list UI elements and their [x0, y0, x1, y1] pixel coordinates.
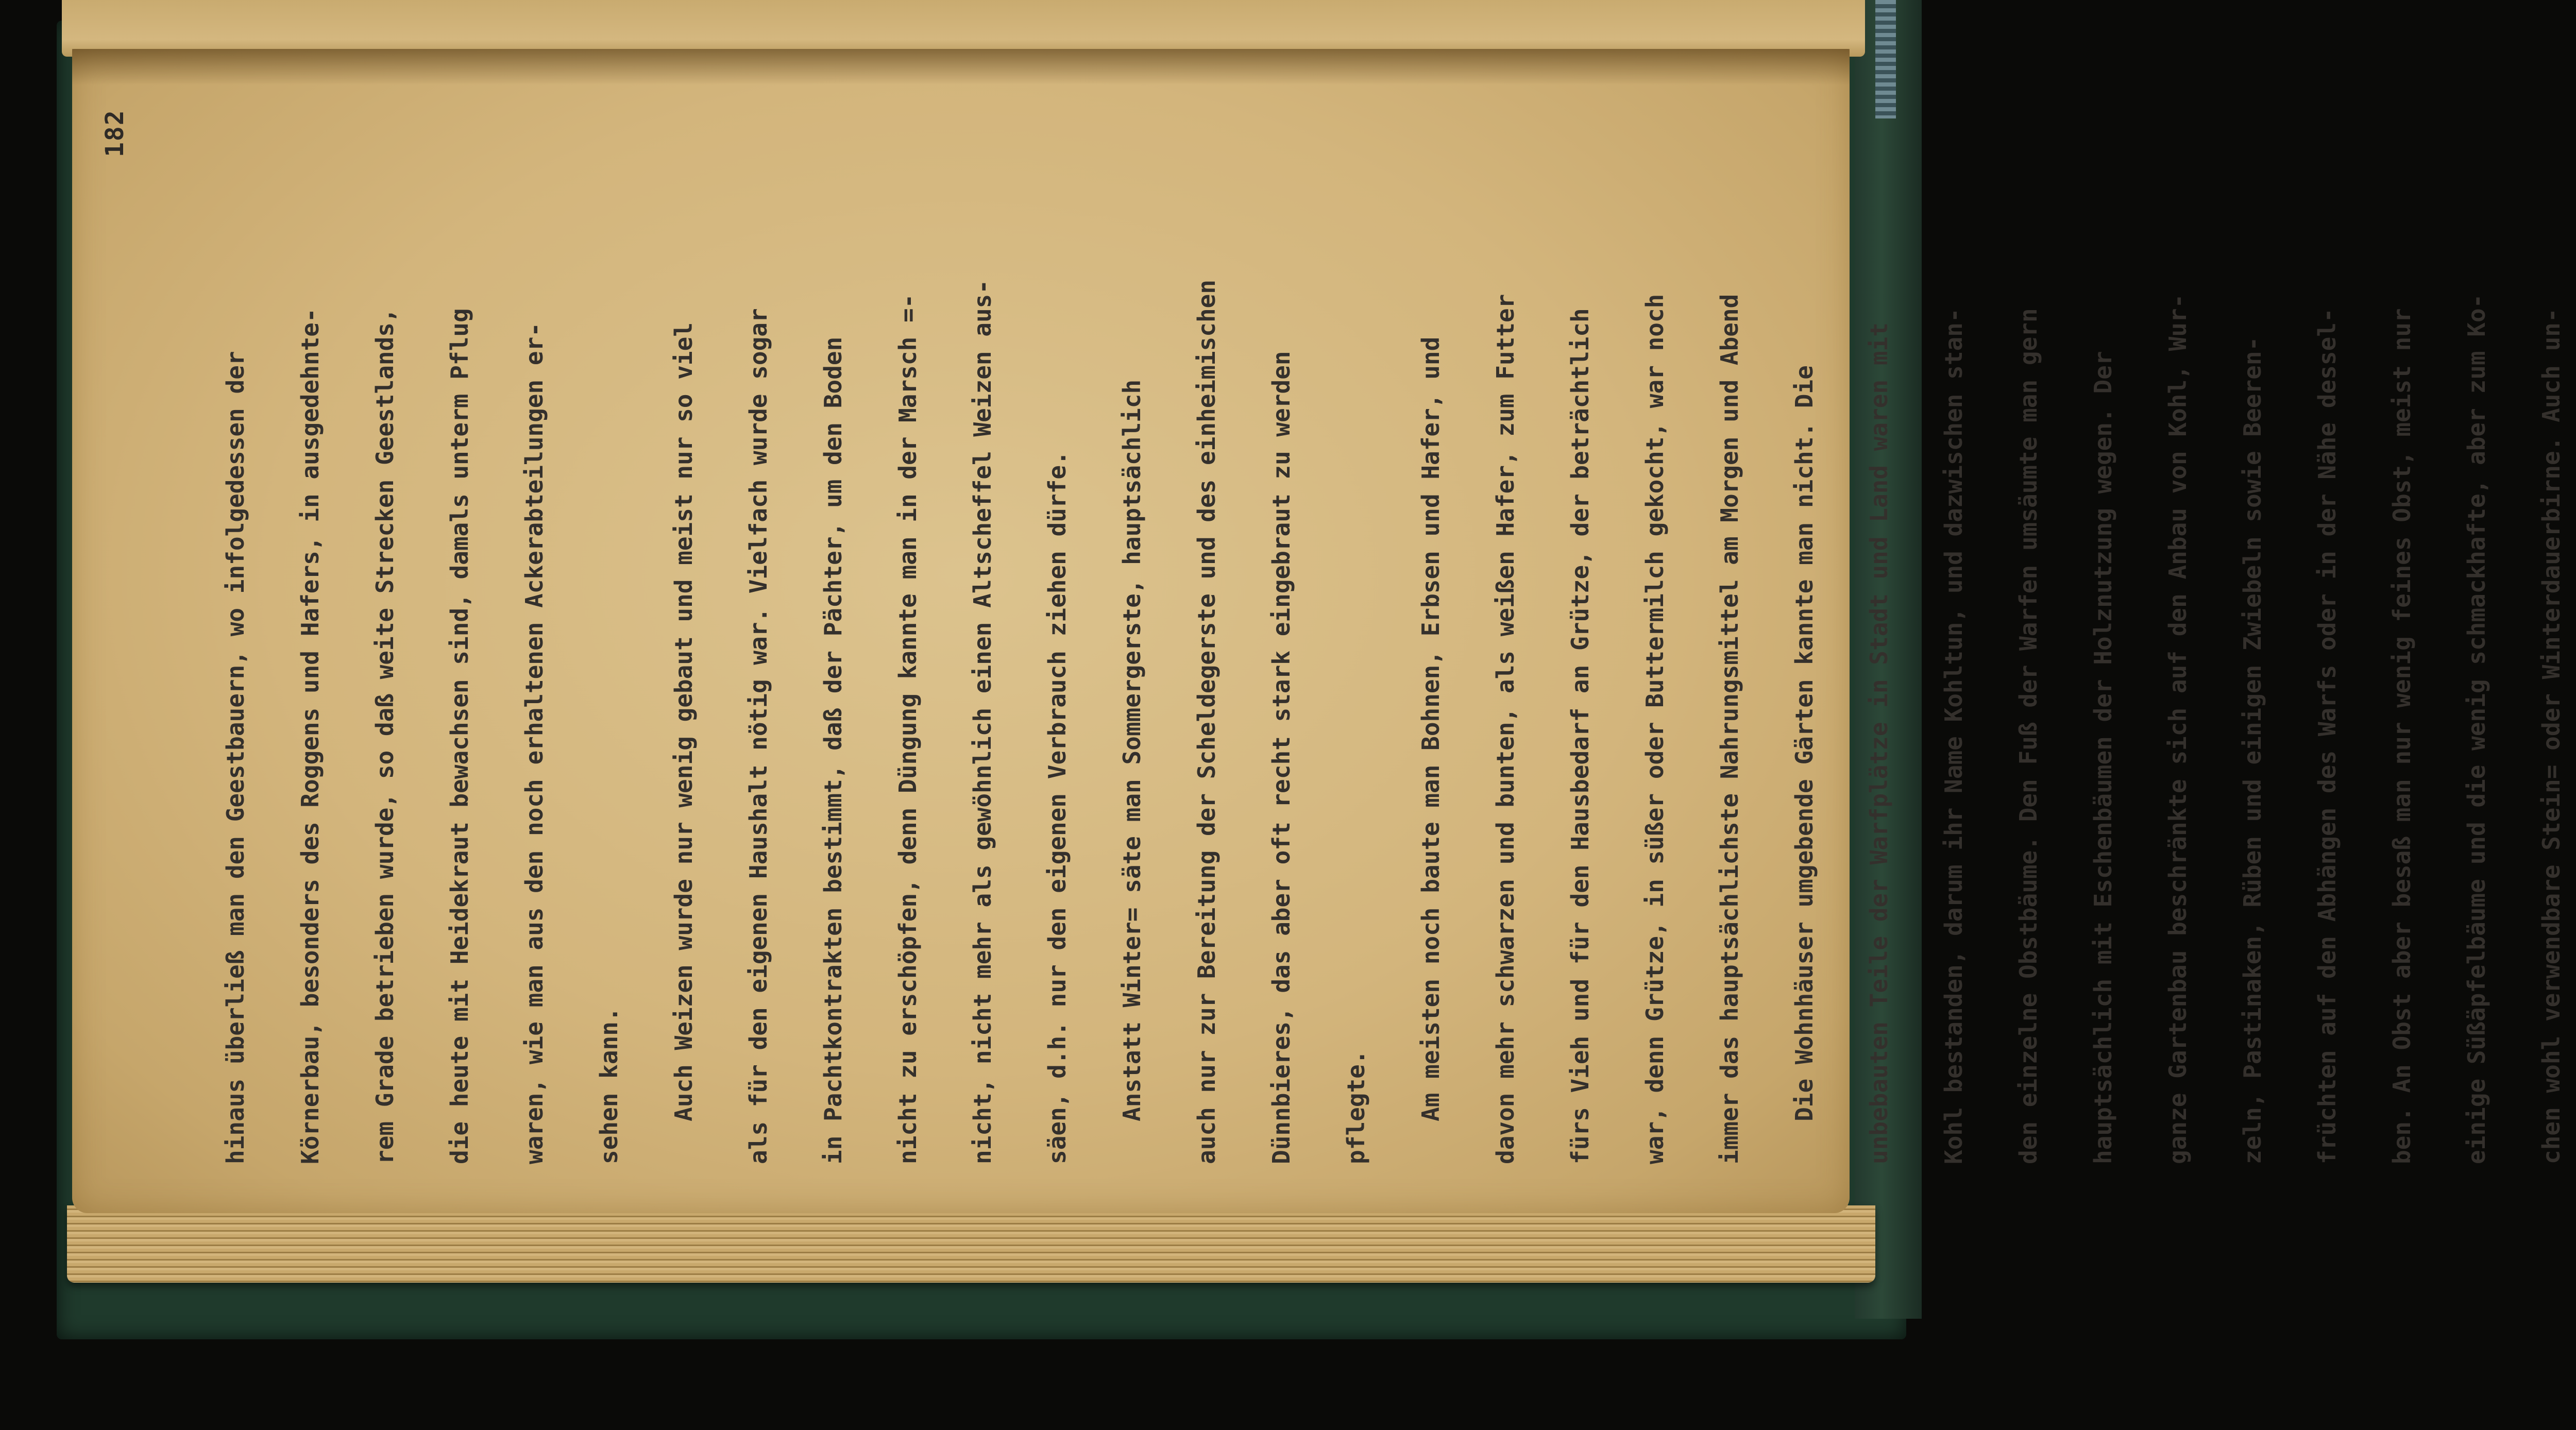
- text-line: waren, wie man aus den noch erhaltenen Ackerabteilungen er-: [520, 322, 548, 1164]
- text-line: einige Süßäpfelbäume und die wenig schmackhafte, aber zum Ko-: [2463, 294, 2490, 1164]
- text-line: als für den eigenen Haushalt nötig war. Vielfach wurde sogar: [744, 308, 772, 1164]
- text-line: Kohl bestanden, darum ihr Name Kohltun, und dazwischen stan-: [1940, 308, 1968, 1164]
- text-line: in Pachtkontrakten bestimmt, daß der Pächter, um den Boden: [819, 336, 847, 1164]
- text-line: Die Wohnhäuser umgebende Gärten kannte man nicht. Die: [1790, 365, 1818, 1164]
- text-line: früchten auf den Abhängen des Warfs oder in der Nähe dessel-: [2313, 308, 2341, 1164]
- text-line: ganze Gartenbau beschränkte sich auf den Anbau von Kohl, Wur-: [2164, 294, 2192, 1164]
- text-line: Dünnbieres, das aber oft recht stark eingebraut zu werden: [1267, 351, 1295, 1164]
- text-line: pflegte.: [1342, 1050, 1370, 1164]
- text-line: den einzelne Obstbäume. Den Fuß der Warfen umsäumte man gern: [2014, 308, 2042, 1164]
- text-line: Körnerbau, besonders des Roggens und Hafers, in ausgedehnte-: [296, 308, 324, 1164]
- text-line: davon mehr schwarzen und bunten, als weißen Hafer, zum Futter: [1492, 294, 1519, 1164]
- text-line: die heute mit Heidekraut bewachsen sind, damals unterm Pflug: [446, 308, 473, 1164]
- rotated-page-content: [93, 57, 2565, 1185]
- page-number: 182: [100, 109, 129, 157]
- text-line: zeln, Pastinaken, Rüben und einigen Zwiebeln sowie Beeren-: [2239, 336, 2266, 1164]
- text-line: Auch Weizen wurde nur wenig gebaut und meist nur so viel: [670, 322, 698, 1164]
- text-line: hinaus überließ man den Geestbauern, wo infolgedessen der: [222, 351, 249, 1164]
- text-line: ben. An Obst aber besaß man nur wenig feines Obst, meist nur: [2388, 308, 2416, 1164]
- text-line: auch nur zur Bereitung der Scheldegerste und des einheimischen: [1193, 279, 1221, 1164]
- text-line: war, denn Grütze, in süßer oder Buttermilch gekocht, war noch: [1641, 294, 1669, 1164]
- text-line: hauptsächlich mit Eschenbäumen der Holznutzung wegen. Der: [2089, 351, 2117, 1164]
- text-line: fürs Vieh und für den Hausbedarf an Grütze, der beträchtlich: [1566, 308, 1594, 1164]
- text-line: Anstatt Winter= säte man Sommergerste, hauptsächlich: [1118, 379, 1146, 1164]
- typewritten-text: [198, 57, 2576, 1164]
- text-line: immer das hauptsächlichste Nahrungsmittel am Morgen und Abend: [1716, 294, 1743, 1164]
- text-line: nicht zu erschöpfen, denn Düngung kannte man in der Marsch =-: [894, 294, 922, 1164]
- text-line: rem Grade betrieben wurde, so daß weite Strecken Geestlands,: [371, 308, 399, 1164]
- facing-page-edge: [62, 0, 1865, 57]
- text-line: Am meisten noch baute man Bohnen, Erbsen und Hafer, und: [1417, 336, 1445, 1164]
- text-line: chen wohl verwendbare Stein= oder Winterdauerbirne. Auch un-: [2537, 308, 2565, 1164]
- page-edges: [67, 1205, 1875, 1283]
- text-line: unbebauten Teile der Warfplätze in Stadt und Land waren mit: [1865, 322, 1893, 1164]
- text-line: säen, d.h. nur den eigenen Verbrauch ziehen dürfe.: [1043, 451, 1071, 1164]
- text-line: sehen kann.: [595, 1007, 623, 1164]
- text-line: nicht, nicht mehr als gewöhnlich einen Altscheffel Weizen aus-: [969, 279, 996, 1164]
